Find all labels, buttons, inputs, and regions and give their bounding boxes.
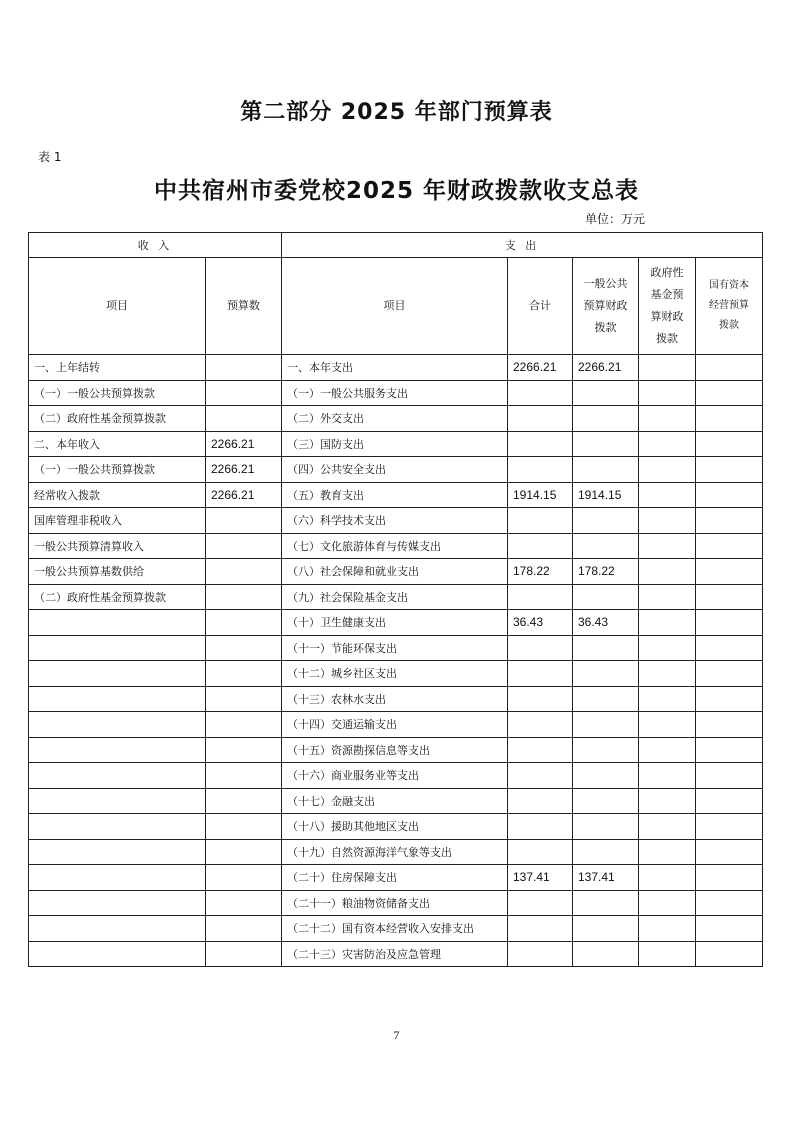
- general-budget-cell: [573, 737, 639, 763]
- table-row: [29, 941, 763, 967]
- gov-fund-cell: [639, 406, 696, 432]
- table-row: [29, 457, 763, 483]
- income-budget-cell: [206, 533, 282, 559]
- unit-label: 单位：万元: [585, 212, 646, 226]
- income-item-cell: [29, 686, 206, 712]
- total-cell: [508, 712, 573, 738]
- income-item-cell: （二）政府性基金预算拨款: [29, 406, 206, 432]
- total-cell: [508, 814, 573, 840]
- table-row: [29, 610, 763, 636]
- total-cell: 1914.15: [508, 482, 573, 508]
- state-capital-cell: [696, 941, 763, 967]
- expense-item-cell: （一）一般公共服务支出: [282, 380, 508, 406]
- gov-fund-header: 政府性基金预算财政拨款: [639, 258, 696, 355]
- general-budget-cell: 178.22: [573, 559, 639, 585]
- income-item-cell: [29, 890, 206, 916]
- general-budget-cell: [573, 941, 639, 967]
- state-capital-cell: [696, 355, 763, 381]
- expense-item-cell: （四）公共安全支出: [282, 457, 508, 483]
- total-cell: [508, 431, 573, 457]
- gov-fund-cell: [639, 916, 696, 942]
- table-row: [29, 916, 763, 942]
- expense-item-cell: （十一）节能环保支出: [282, 635, 508, 661]
- expense-header: 支 出: [282, 233, 763, 258]
- income-budget-cell: [206, 380, 282, 406]
- gov-fund-cell: [639, 686, 696, 712]
- state-capital-cell: [696, 788, 763, 814]
- table-row: [29, 431, 763, 457]
- table-row: [29, 584, 763, 610]
- table-row: [29, 482, 763, 508]
- state-capital-cell: [696, 610, 763, 636]
- state-capital-cell: [696, 431, 763, 457]
- total-header: 合计: [508, 258, 573, 355]
- gov-fund-cell: [639, 635, 696, 661]
- gov-fund-cell: [639, 814, 696, 840]
- expense-item-cell: （十八）援助其他地区支出: [282, 814, 508, 840]
- table-number: 表 1: [38, 150, 62, 164]
- income-budget-cell: [206, 635, 282, 661]
- total-cell: [508, 916, 573, 942]
- state-capital-cell: [696, 406, 763, 432]
- gov-fund-cell: [639, 788, 696, 814]
- income-item-cell: 一、上年结转: [29, 355, 206, 381]
- part-title: 第二部分 2025 年部门预算表: [240, 100, 553, 125]
- total-cell: [508, 737, 573, 763]
- income-item-header: 项目: [29, 258, 206, 355]
- income-budget-cell: [206, 890, 282, 916]
- income-budget-cell: [206, 610, 282, 636]
- state-capital-cell: [696, 635, 763, 661]
- income-item-cell: 一般公共预算清算收入: [29, 533, 206, 559]
- income-budget-cell: [206, 584, 282, 610]
- total-cell: [508, 584, 573, 610]
- expense-item-cell: （二十二）国有资本经营收入安排支出: [282, 916, 508, 942]
- expense-item-cell: （十六）商业服务业等支出: [282, 763, 508, 789]
- state-capital-cell: [696, 457, 763, 483]
- income-item-cell: [29, 814, 206, 840]
- gov-fund-cell: [639, 533, 696, 559]
- gov-fund-cell: [639, 380, 696, 406]
- table-row: [29, 890, 763, 916]
- state-capital-cell: [696, 916, 763, 942]
- state-capital-cell: [696, 533, 763, 559]
- income-item-cell: （一）一般公共预算拨款: [29, 457, 206, 483]
- income-item-cell: 一般公共预算基数供给: [29, 559, 206, 585]
- general-budget-cell: [573, 916, 639, 942]
- table-row: [29, 788, 763, 814]
- header-row-group: [29, 233, 763, 258]
- total-cell: 137.41: [508, 865, 573, 891]
- expense-item-cell: 一、本年支出: [282, 355, 508, 381]
- income-budget-cell: [206, 839, 282, 865]
- state-capital-cell: [696, 380, 763, 406]
- general-budget-cell: [573, 406, 639, 432]
- income-item-cell: 国库管理非税收入: [29, 508, 206, 534]
- expense-item-header: 项目: [282, 258, 508, 355]
- expense-item-cell: （十三）农林水支出: [282, 686, 508, 712]
- income-header: 收 入: [29, 233, 282, 258]
- income-budget-cell: [206, 865, 282, 891]
- expense-item-cell: （十九）自然资源海洋气象等支出: [282, 839, 508, 865]
- gov-fund-cell: [639, 941, 696, 967]
- state-capital-cell: [696, 686, 763, 712]
- income-item-cell: [29, 839, 206, 865]
- income-budget-cell: [206, 814, 282, 840]
- gov-fund-cell: [639, 712, 696, 738]
- header-row-columns: [29, 258, 763, 355]
- general-budget-cell: [573, 533, 639, 559]
- income-budget-cell: [206, 508, 282, 534]
- gov-fund-cell: [639, 355, 696, 381]
- table-row: [29, 865, 763, 891]
- page-number: 7: [393, 1028, 400, 1042]
- income-item-cell: （一）一般公共预算拨款: [29, 380, 206, 406]
- income-item-cell: [29, 763, 206, 789]
- gov-fund-cell: [639, 584, 696, 610]
- expense-item-cell: （八）社会保障和就业支出: [282, 559, 508, 585]
- table-body: [29, 233, 763, 967]
- expense-item-cell: （五）教育支出: [282, 482, 508, 508]
- general-budget-cell: 36.43: [573, 610, 639, 636]
- table-row: [29, 406, 763, 432]
- gov-fund-cell: [639, 890, 696, 916]
- table-row: [29, 533, 763, 559]
- expense-item-cell: （七）文化旅游体育与传媒支出: [282, 533, 508, 559]
- state-capital-cell: [696, 865, 763, 891]
- income-item-cell: [29, 635, 206, 661]
- gov-fund-cell: [639, 508, 696, 534]
- state-capital-header: 国有资本经营预算拨款: [696, 258, 763, 355]
- table-row: [29, 686, 763, 712]
- general-budget-cell: [573, 661, 639, 687]
- total-cell: [508, 661, 573, 687]
- income-item-cell: [29, 712, 206, 738]
- general-budget-cell: [573, 839, 639, 865]
- income-budget-cell: [206, 763, 282, 789]
- total-cell: [508, 508, 573, 534]
- general-budget-cell: [573, 508, 639, 534]
- income-item-cell: [29, 661, 206, 687]
- total-cell: 178.22: [508, 559, 573, 585]
- income-item-cell: 经常收入拨款: [29, 482, 206, 508]
- state-capital-cell: [696, 839, 763, 865]
- income-budget-cell: [206, 355, 282, 381]
- table-row: [29, 839, 763, 865]
- expense-item-cell: （二十）住房保障支出: [282, 865, 508, 891]
- expense-item-cell: （十二）城乡社区支出: [282, 661, 508, 687]
- state-capital-cell: [696, 661, 763, 687]
- state-capital-cell: [696, 737, 763, 763]
- expense-item-cell: （二十三）灾害防治及应急管理: [282, 941, 508, 967]
- total-cell: [508, 890, 573, 916]
- total-cell: 2266.21: [508, 355, 573, 381]
- gov-fund-cell: [639, 865, 696, 891]
- table-row: [29, 508, 763, 534]
- table-row: [29, 814, 763, 840]
- state-capital-cell: [696, 559, 763, 585]
- income-budget-cell: [206, 686, 282, 712]
- table-row: [29, 763, 763, 789]
- general-budget-cell: [573, 788, 639, 814]
- gov-fund-cell: [639, 431, 696, 457]
- total-cell: [508, 686, 573, 712]
- total-cell: [508, 406, 573, 432]
- general-budget-cell: [573, 712, 639, 738]
- general-budget-cell: [573, 686, 639, 712]
- table-title: 中共宿州市委党校2025 年财政拨款收支总表: [153, 178, 640, 204]
- expense-item-cell: （九）社会保险基金支出: [282, 584, 508, 610]
- total-cell: 36.43: [508, 610, 573, 636]
- general-budget-cell: 1914.15: [573, 482, 639, 508]
- total-cell: [508, 457, 573, 483]
- table-row: [29, 380, 763, 406]
- income-budget-cell: 2266.21: [206, 457, 282, 483]
- income-item-cell: [29, 737, 206, 763]
- total-cell: [508, 788, 573, 814]
- total-cell: [508, 839, 573, 865]
- state-capital-cell: [696, 814, 763, 840]
- income-budget-header: 预算数: [206, 258, 282, 355]
- expense-item-cell: （二）外交支出: [282, 406, 508, 432]
- expense-item-cell: （六）科学技术支出: [282, 508, 508, 534]
- income-budget-cell: [206, 712, 282, 738]
- total-cell: [508, 941, 573, 967]
- expense-item-cell: （十）卫生健康支出: [282, 610, 508, 636]
- income-item-cell: [29, 916, 206, 942]
- expense-item-cell: （二十一）粮油物资储备支出: [282, 890, 508, 916]
- general-budget-cell: [573, 431, 639, 457]
- table-row: [29, 559, 763, 585]
- general-budget-cell: [573, 890, 639, 916]
- income-item-cell: [29, 941, 206, 967]
- table-row: [29, 635, 763, 661]
- income-item-cell: 二、本年收入: [29, 431, 206, 457]
- gov-fund-cell: [639, 661, 696, 687]
- general-budget-cell: [573, 584, 639, 610]
- income-item-cell: [29, 788, 206, 814]
- total-cell: [508, 533, 573, 559]
- general-budget-cell: 2266.21: [573, 355, 639, 381]
- table-row: [29, 661, 763, 687]
- general-budget-cell: [573, 763, 639, 789]
- gov-fund-cell: [639, 763, 696, 789]
- state-capital-cell: [696, 712, 763, 738]
- general-budget-cell: [573, 635, 639, 661]
- budget-table: [28, 232, 763, 967]
- income-budget-cell: [206, 661, 282, 687]
- income-budget-cell: 2266.21: [206, 431, 282, 457]
- general-budget-header: 一般公共预算财政拨款: [573, 258, 639, 355]
- income-budget-cell: [206, 788, 282, 814]
- gov-fund-cell: [639, 610, 696, 636]
- gov-fund-cell: [639, 737, 696, 763]
- general-budget-cell: [573, 380, 639, 406]
- expense-item-cell: （十四）交通运输支出: [282, 712, 508, 738]
- table-row: [29, 712, 763, 738]
- state-capital-cell: [696, 763, 763, 789]
- gov-fund-cell: [639, 457, 696, 483]
- income-budget-cell: [206, 737, 282, 763]
- expense-item-cell: （十七）金融支出: [282, 788, 508, 814]
- general-budget-cell: [573, 814, 639, 840]
- income-budget-cell: [206, 559, 282, 585]
- general-budget-cell: 137.41: [573, 865, 639, 891]
- income-budget-cell: 2266.21: [206, 482, 282, 508]
- general-budget-cell: [573, 457, 639, 483]
- table-row: [29, 737, 763, 763]
- income-budget-cell: [206, 916, 282, 942]
- total-cell: [508, 380, 573, 406]
- gov-fund-cell: [639, 482, 696, 508]
- income-budget-cell: [206, 406, 282, 432]
- total-cell: [508, 635, 573, 661]
- expense-item-cell: （三）国防支出: [282, 431, 508, 457]
- total-cell: [508, 763, 573, 789]
- state-capital-cell: [696, 584, 763, 610]
- income-budget-cell: [206, 941, 282, 967]
- table-row: [29, 355, 763, 381]
- state-capital-cell: [696, 482, 763, 508]
- expense-item-cell: （十五）资源勘探信息等支出: [282, 737, 508, 763]
- state-capital-cell: [696, 890, 763, 916]
- income-item-cell: [29, 865, 206, 891]
- income-item-cell: [29, 610, 206, 636]
- gov-fund-cell: [639, 839, 696, 865]
- gov-fund-cell: [639, 559, 696, 585]
- income-item-cell: （二）政府性基金预算拨款: [29, 584, 206, 610]
- state-capital-cell: [696, 508, 763, 534]
